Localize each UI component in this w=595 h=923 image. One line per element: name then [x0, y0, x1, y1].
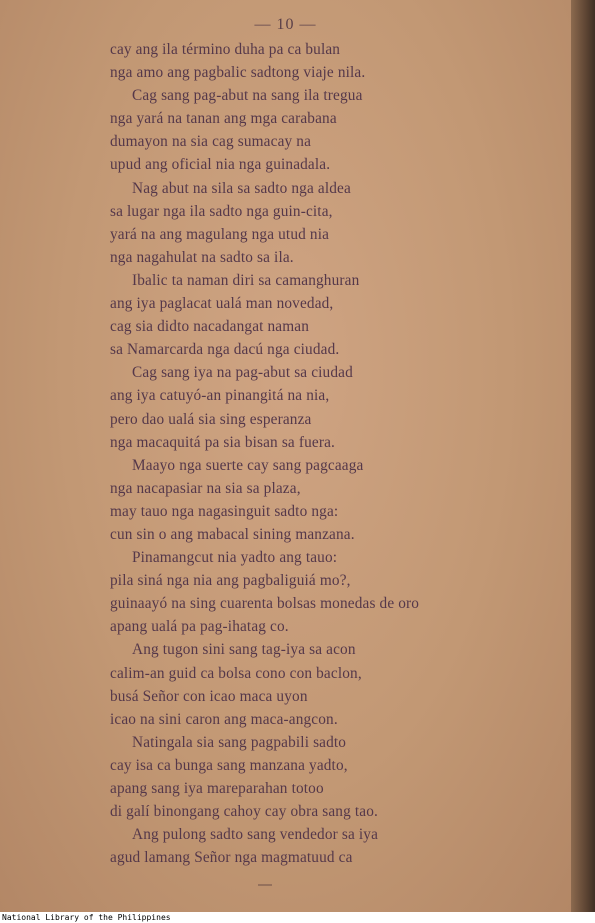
text-line: nga yará na tanan ang mga carabana [110, 110, 337, 128]
text-line: may tauo nga nagasinguit sadto nga: [110, 502, 339, 520]
text-line: sa lugar nga ila sadto nga guin-cita, [110, 202, 333, 220]
page-smudge [258, 884, 272, 886]
text-line: cay isa ca bunga sang manzana yadto, [110, 756, 348, 774]
text-line: Cag sang pag-abut na sang ila tregua [132, 87, 363, 105]
footer [0, 912, 595, 923]
text-line: pila siná nga nia ang pagbaliguiá mo?, [110, 572, 351, 590]
text-line: ang iya paglacat ualá man novedad, [110, 295, 334, 313]
book-edge [571, 0, 595, 912]
text-line: di galí binongang cahoy cay obra sang tao. [110, 803, 378, 821]
text-line: calim-an guid ca bolsa cono con baclon, [110, 664, 362, 682]
text-line: yará na ang magulang nga utud nia [110, 225, 330, 243]
text-line: ang iya catuyó-an pinangitá na nia, [110, 387, 330, 405]
text-line: Maayo nga suerte cay sang pagcaaga [132, 456, 364, 474]
text-line: pero dao ualá sia sing esperanza [110, 410, 312, 428]
text-line: busá Señor con icao maca uyon [110, 687, 308, 705]
text-line: Ang pulong sadto sang vendedor sa iya [132, 826, 379, 844]
text-line: nga nagahulat na sadto sa ila. [110, 248, 294, 266]
text-line: Cag sang iya na pag-abut sa ciudad [132, 364, 353, 382]
text-line: Ang tugon sini sang tag-iya sa acon [132, 641, 356, 659]
text-line: sa Namarcarda nga dacú nga ciudad. [110, 341, 340, 359]
text-line: cun sin o ang mabacal sining manzana. [110, 525, 355, 543]
text-line: dumayon na sia cag sumacay na [110, 133, 312, 151]
text-line: nga amo ang pagbalic sadtong viaje nila. [110, 64, 366, 82]
text-line: apang sang iya mareparahan totoo [110, 780, 324, 797]
text-line: apang ualá pa pag-ihatag co. [110, 618, 289, 636]
text-line: cay ang ila término duha pa ca bulan [110, 41, 341, 58]
text-line: Pinamangcut nia yadto ang tauo: [132, 549, 338, 567]
text-line: cag sia didto nacadangat naman [110, 318, 310, 336]
poem-text [110, 38, 550, 869]
text-line: Natingala sia sang pagpabili sadto [132, 733, 347, 751]
text-line: Ibalic ta naman diri sa camanghuran [132, 271, 360, 289]
text-line: nga nacapasiar na sia sa plaza, [110, 479, 301, 497]
text-line: agud lamang Señor nga magmatuud ca [110, 849, 353, 867]
text-line: Nag abut na sila sa sadto nga aldea [132, 179, 351, 197]
text-line: nga macaquitá pa sia bisan sa fuera. [110, 433, 335, 451]
footer-credit: National Library of the Philippines [2, 913, 171, 922]
text-line: guinaayó na sing cuarenta bolsas monedas de oro [110, 595, 420, 613]
text-line: upud ang oficial nia nga guinadala. [110, 156, 331, 174]
page-number: — 10 — [254, 16, 317, 33]
text-line: icao na sini caron ang maca-angcon. [110, 710, 338, 728]
